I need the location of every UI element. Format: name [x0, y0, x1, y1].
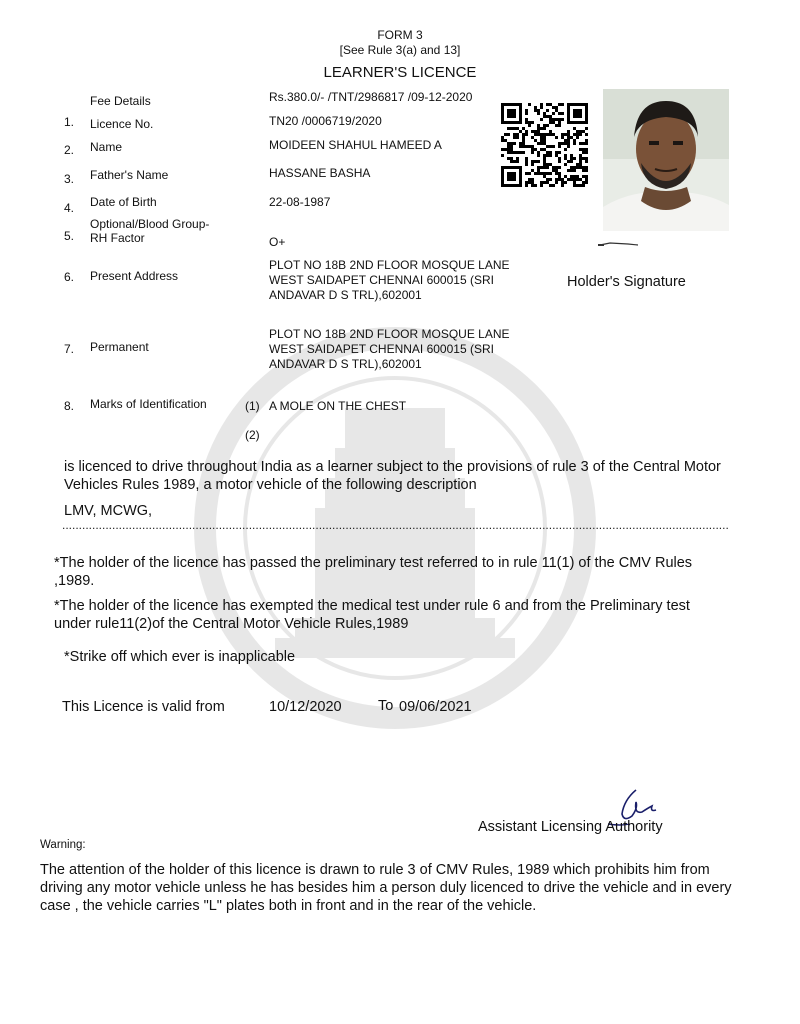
- permanent-address-line: ANDAVAR D S TRL),602001: [269, 357, 422, 371]
- marks-label: Marks of Identification: [90, 397, 207, 411]
- authority-label: Assistant Licensing Authority: [478, 819, 663, 835]
- warning-text: The attention of the holder of this licence is drawn to rule 3 of CMV Rules, 1989 which prohibits him from driving any motor vehicle unless he has besides him a person duly licenced to drive the vehicle and in every case , the vehicle carries "L" plates both in front and in the rear of the vehicle.: [40, 862, 732, 914]
- father-name-value: HASSANE BASHA: [269, 166, 371, 180]
- holder-photo: [603, 89, 729, 231]
- vehicle-classes: LMV, MCWG,: [64, 503, 153, 519]
- valid-to-label: To: [378, 698, 394, 714]
- licence-no-value: TN20 /0006719/2020: [269, 114, 382, 128]
- permanent-address-line: WEST SAIDAPET CHENNAI 600015 (SRI: [269, 342, 494, 356]
- row-number: 6.: [64, 270, 75, 284]
- mark-item-value: A MOLE ON THE CHEST: [269, 399, 407, 413]
- rule-reference: [See Rule 3(a) and 13]: [339, 43, 461, 57]
- name-value: MOIDEEN SHAHUL HAMEED A: [269, 138, 442, 152]
- medical-exemption-note: *The holder of the licence has exempted the medical test under rule 6 and from the Preliminary test under rule11(2)of the Central Motor Vehicle Rules,1989: [54, 598, 690, 632]
- present-address-line: ANDAVAR D S TRL),602001: [269, 288, 422, 302]
- valid-from-date: 10/12/2020: [269, 699, 342, 715]
- row-number: 2.: [64, 143, 75, 157]
- father-name-label: Father's Name: [90, 168, 169, 182]
- row-number: 1.: [64, 115, 75, 129]
- present-address-label: Present Address: [90, 269, 179, 283]
- warning-label: Warning:: [40, 839, 86, 851]
- page-title: LEARNER'S LICENCE: [323, 64, 477, 81]
- present-address-line: WEST SAIDAPET CHENNAI 600015 (SRI: [269, 273, 494, 287]
- validity-label: This Licence is valid from: [62, 699, 225, 715]
- blood-group-label: Optional/Blood Group-: [90, 217, 210, 231]
- licence-statement: is licenced to drive throughout India as a learner subject to the provisions of rule 3 of the Central Motor Vehicles Rules 1989, a motor vehicle of the following description: [64, 459, 721, 493]
- form-number: FORM 3: [377, 28, 423, 42]
- licence-no-label: Licence No.: [90, 117, 154, 131]
- mark-item-number: (2): [245, 428, 260, 442]
- row-number: 7.: [64, 342, 75, 356]
- mark-item-number: (1): [245, 399, 260, 413]
- fee-label: Fee Details: [90, 94, 151, 108]
- dob-label: Date of Birth: [90, 195, 157, 209]
- row-number: 4.: [64, 201, 75, 215]
- row-number: 8.: [64, 399, 75, 413]
- row-number: 5.: [64, 229, 75, 243]
- strike-off-note: *Strike off which ever is inapplicable: [64, 649, 296, 665]
- holder-signature-label: Holder's Signature: [567, 274, 686, 290]
- row-number: 3.: [64, 172, 75, 186]
- holder-signature-mark: [598, 239, 640, 249]
- present-address-line: PLOT NO 18B 2ND FLOOR MOSQUE LANE: [269, 258, 510, 272]
- permanent-address-line: PLOT NO 18B 2ND FLOOR MOSQUE LANE: [269, 327, 510, 341]
- blood-group-label-line2: RH Factor: [90, 231, 145, 245]
- qr-code: [501, 103, 588, 187]
- name-label: Name: [90, 140, 123, 154]
- dob-value: 22-08-1987: [269, 195, 331, 209]
- fee-value: Rs.380.0/- /TNT/2986817 /09-12-2020: [269, 90, 473, 104]
- valid-to-date: 09/06/2021: [399, 699, 472, 715]
- permanent-address-label: Permanent: [90, 340, 149, 354]
- vehicle-class-dotted-line: ........................................................................................................................................................................................................: [62, 518, 729, 532]
- blood-group-value: O+: [269, 235, 286, 249]
- preliminary-test-note: *The holder of the licence has passed the preliminary test referred to in rule 11(1) of the CMV Rules ,1989.: [54, 555, 693, 589]
